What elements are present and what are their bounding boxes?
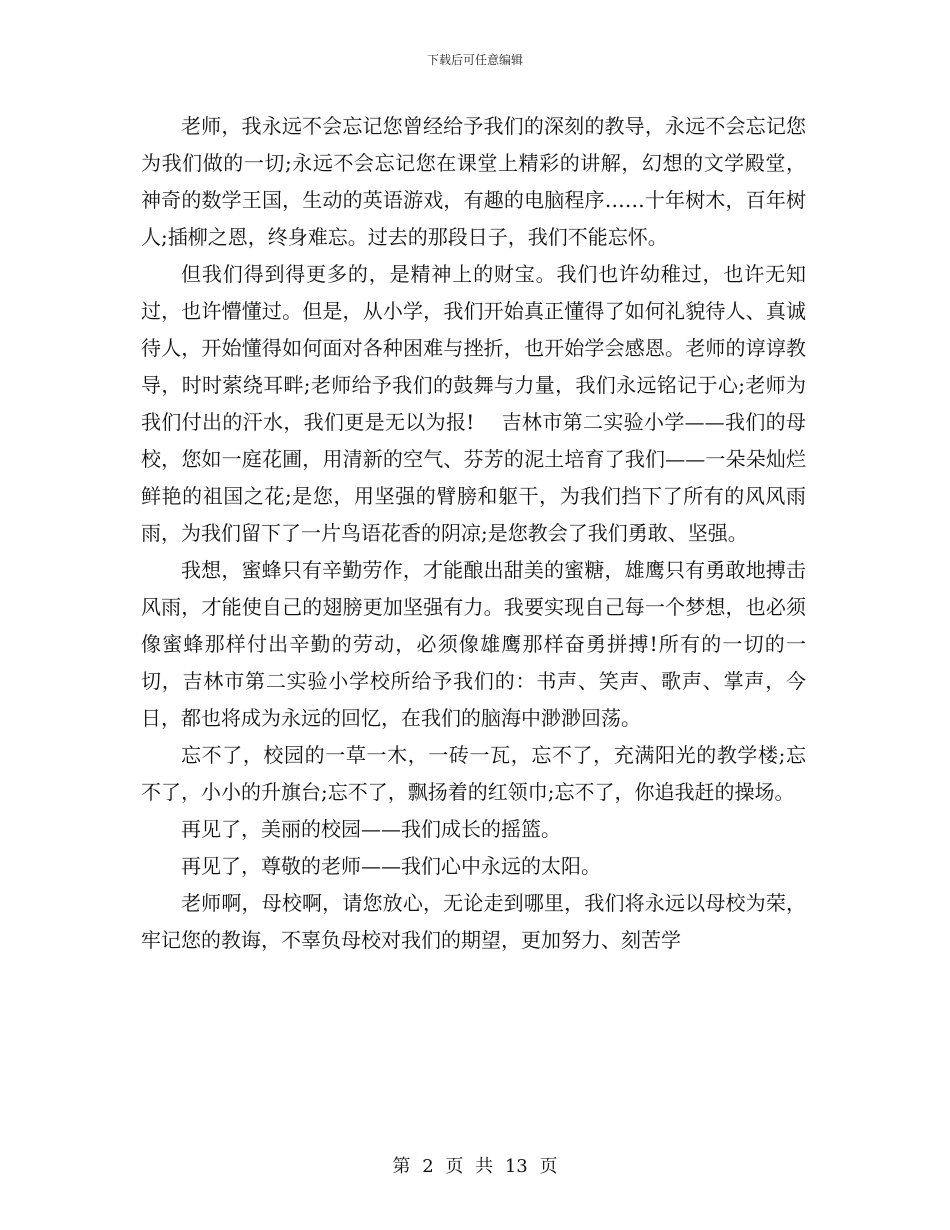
paragraph: 再见了，美丽的校园——我们成长的摇篮。 [181,817,561,841]
document-body [141,108,806,959]
paragraph: 我想，蜜蜂只有辛勤劳作，才能酿出甜美的蜜糖，雄鹰只有勇敢地搏击风雨，才能使自己的翅膀更加坚强有力。我要实现自己每一个梦想，也必须像蜜蜂那样付出辛勤的劳动，必须像雄鹰那样奋勇拼搏!所有的一切的一切，吉林市第二实验小学校所给予我们的：书声、笑声、歌声、掌声，今日，都也将成为永远的回忆，在我们的脑海中渺渺回荡。 [141,558,806,730]
paragraph: 老师，我永远不会忘记您曾经给予我们的深刻的教导，永远不会忘记您为我们做的一切;永远不会忘记您在课堂上精彩的讲解，幻想的文学殿堂，神奇的数学王国，生动的英语游戏，有趣的电脑程序……十年树木，百年树人;插柳之恩，终身难忘。过去的那段日子，我们不能忘怀。 [141,114,806,249]
page-number-footer: 第 2 页 共 13 页 [392,1156,558,1177]
paragraph: 再见了，尊敬的老师——我们心中永远的太阳。 [181,854,601,878]
paragraph: 但我们得到得更多的，是精神上的财宝。我们也许幼稚过，也许无知过，也许懵懂过。但是，从小学，我们开始真正懂得了如何礼貌待人、真诚待人，开始懂得如何面对各种困难与挫折，也开始学会感恩。老师的谆谆教导，时时萦绕耳畔;老师给予我们的鼓舞与力量，我们永远铭记于心;老师为我们付出的汗水，我们更是无以为报! 吉林市第二实验小学——我们的母校，您如一庭花圃，用清新的空气、芬芳的泥土培育了我们——一朵朵灿烂鲜艳的祖国之花;是您，用坚强的臂膀和躯干，为我们挡下了所有的风风雨雨，为我们留下了一片鸟语花香的阴凉;是您教会了我们勇敢、坚强。 [141,262,806,545]
paragraph: 忘不了，校园的一草一木，一砖一瓦，忘不了，充满阳光的教学楼;忘不了，小小的升旗台;忘不了，飘扬着的红领巾;忘不了，你追我赶的操场。 [141,743,806,804]
page-header: 下载后可任意编辑 [426,53,523,67]
paragraph: 老师啊，母校啊，请您放心，无论走到哪里，我们将永远以母校为荣，牢记您的教诲，不辜负母校对我们的期望，更加努力、刻苦学 [141,891,806,952]
